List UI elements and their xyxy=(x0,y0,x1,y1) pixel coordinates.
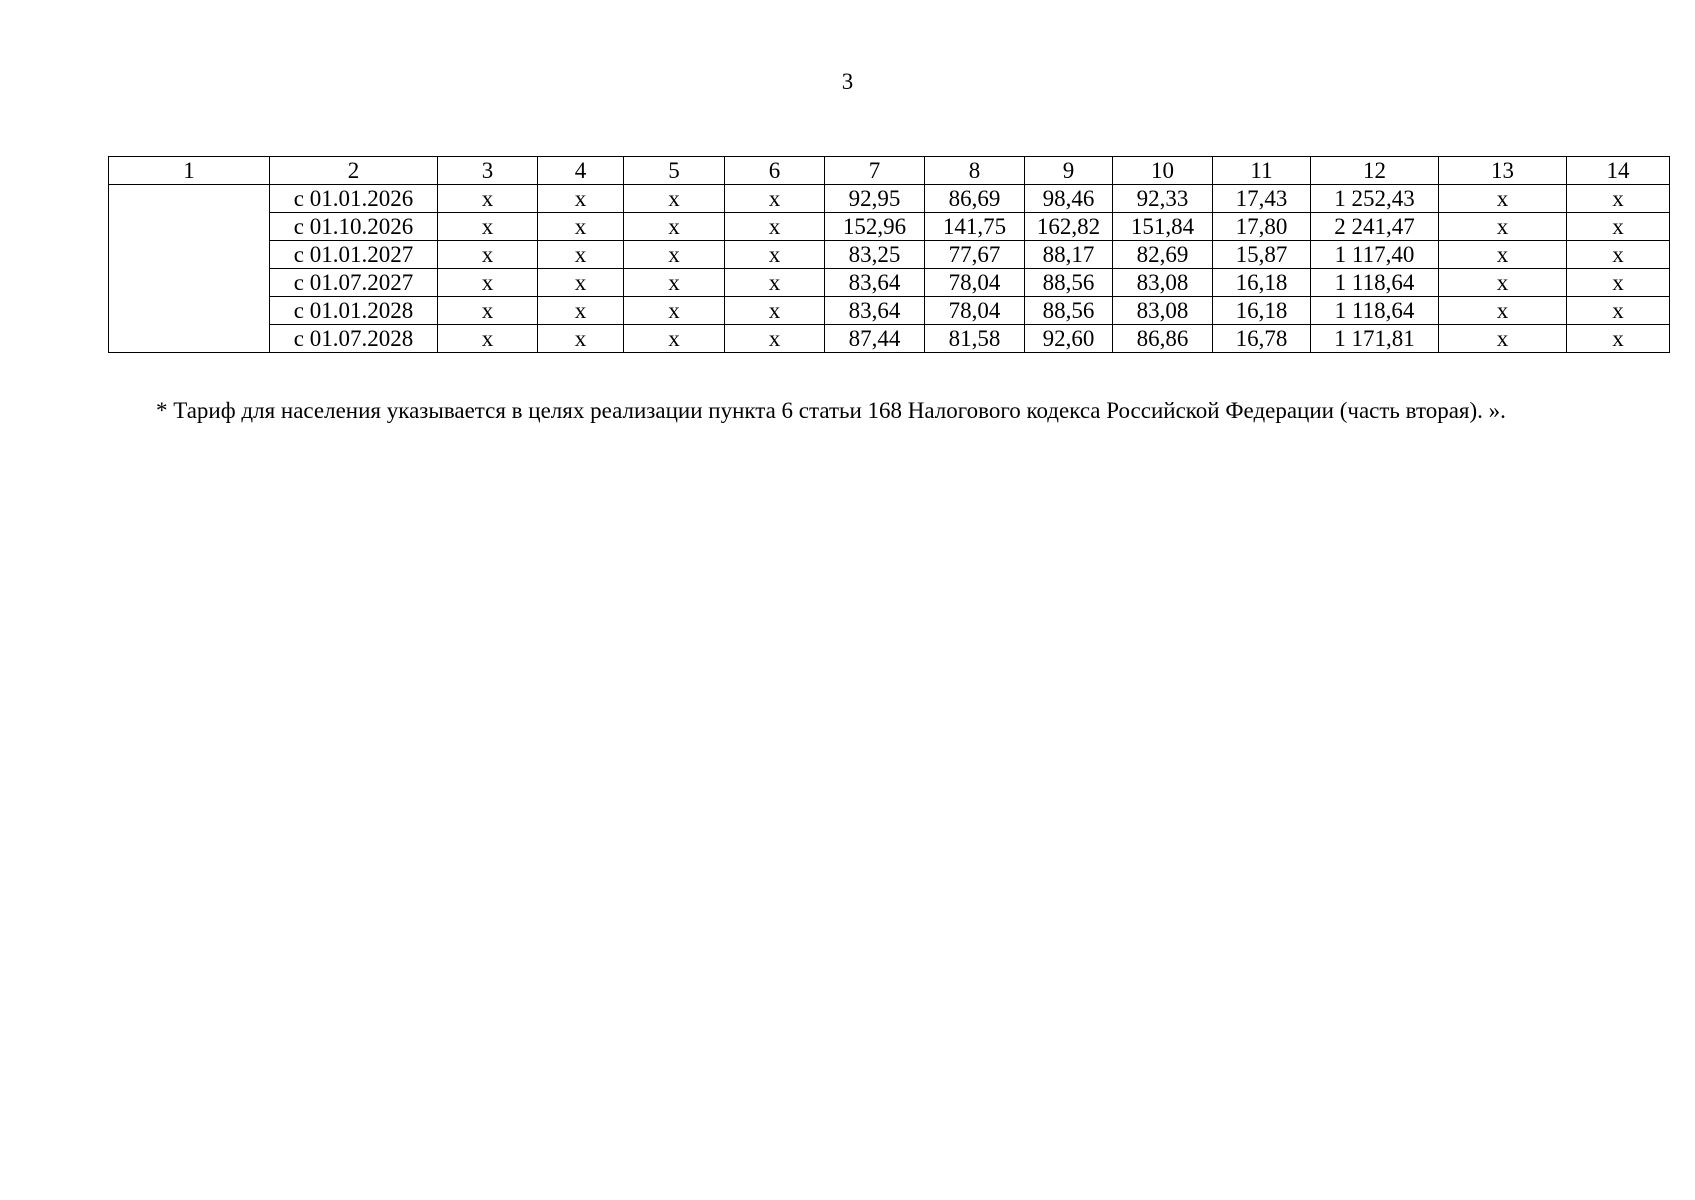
table-cell: 78,04 xyxy=(925,269,1025,297)
tariff-table xyxy=(108,156,1670,353)
column-number: 13 xyxy=(1439,157,1567,185)
period-cell: с 01.01.2026 xyxy=(270,185,438,213)
period-cell: с 01.07.2028 xyxy=(270,325,438,353)
column-number: 7 xyxy=(825,157,925,185)
table-cell: 92,33 xyxy=(1113,185,1213,213)
table-cell: 16,18 xyxy=(1213,297,1311,325)
table-cell: 17,43 xyxy=(1213,185,1311,213)
table-cell: 88,56 xyxy=(1025,269,1113,297)
period-cell: с 01.10.2026 xyxy=(270,213,438,241)
table-cell: 88,17 xyxy=(1025,241,1113,269)
table-cell: 152,96 xyxy=(825,213,925,241)
table-cell: x xyxy=(725,185,825,213)
table-cell: 1 118,64 xyxy=(1311,269,1439,297)
table-cell: x xyxy=(438,241,538,269)
table-cell: 83,64 xyxy=(825,269,925,297)
column-number: 11 xyxy=(1213,157,1311,185)
table-cell: 86,69 xyxy=(925,185,1025,213)
table-cell: 1 118,64 xyxy=(1311,297,1439,325)
table-cell: x xyxy=(1567,269,1670,297)
table-cell: 16,18 xyxy=(1213,269,1311,297)
table-cell: x xyxy=(725,297,825,325)
table-cell: 83,64 xyxy=(825,297,925,325)
table-cell: 83,25 xyxy=(825,241,925,269)
table-cell: 92,95 xyxy=(825,185,925,213)
table-cell: x xyxy=(1567,185,1670,213)
table-cell: 86,86 xyxy=(1113,325,1213,353)
table-cell: x xyxy=(438,297,538,325)
column-number: 12 xyxy=(1311,157,1439,185)
table-cell: 17,80 xyxy=(1213,213,1311,241)
page-number: 3 xyxy=(841,69,854,94)
table-cell: x xyxy=(725,325,825,353)
column-number: 2 xyxy=(270,157,438,185)
table-cell: 82,69 xyxy=(1113,241,1213,269)
period-cell: с 01.01.2028 xyxy=(270,297,438,325)
table-cell: 162,82 xyxy=(1025,213,1113,241)
column-number: 5 xyxy=(624,157,725,185)
table-row xyxy=(109,269,1670,297)
column-number: 3 xyxy=(438,157,538,185)
table-cell: 98,46 xyxy=(1025,185,1113,213)
table-cell: 151,84 xyxy=(1113,213,1213,241)
table-cell: x xyxy=(1439,241,1567,269)
table-cell: x xyxy=(538,213,624,241)
table-cell: x xyxy=(1439,213,1567,241)
table-cell: 16,78 xyxy=(1213,325,1311,353)
column-number: 14 xyxy=(1567,157,1670,185)
table-cell: 92,60 xyxy=(1025,325,1113,353)
table-cell: x xyxy=(624,185,725,213)
table-cell: x xyxy=(1567,325,1670,353)
table-cell: 83,08 xyxy=(1113,269,1213,297)
table-row xyxy=(109,185,1670,213)
table-cell: x xyxy=(624,325,725,353)
footnote: * Тариф для населения указывается в целях реализации пункта 6 статьи 168 Налогового кодекса Российской Федерации (часть вторая). ». xyxy=(156,398,1506,423)
table-cell: 1 171,81 xyxy=(1311,325,1439,353)
table-cell: x xyxy=(538,185,624,213)
table-cell: 78,04 xyxy=(925,297,1025,325)
table-row xyxy=(109,297,1670,325)
table-cell: 1 252,43 xyxy=(1311,185,1439,213)
column-number: 1 xyxy=(109,157,270,185)
column-number: 9 xyxy=(1025,157,1113,185)
table-cell: x xyxy=(438,325,538,353)
table-cell: x xyxy=(725,269,825,297)
table-cell: 81,58 xyxy=(925,325,1025,353)
table-cell: x xyxy=(1439,185,1567,213)
table-row xyxy=(109,325,1670,353)
table-cell: x xyxy=(1439,269,1567,297)
table-cell: x xyxy=(438,213,538,241)
table-cell: x xyxy=(1567,241,1670,269)
column-number-row xyxy=(109,157,1670,185)
table-cell: x xyxy=(538,297,624,325)
table-cell: x xyxy=(624,297,725,325)
table-row xyxy=(109,241,1670,269)
table-cell: x xyxy=(725,241,825,269)
column-number: 6 xyxy=(725,157,825,185)
period-cell: с 01.01.2027 xyxy=(270,241,438,269)
table-cell: 77,67 xyxy=(925,241,1025,269)
table-cell: x xyxy=(624,241,725,269)
table-cell: x xyxy=(1567,297,1670,325)
column-number: 10 xyxy=(1113,157,1213,185)
table-cell: x xyxy=(624,269,725,297)
table-cell: 88,56 xyxy=(1025,297,1113,325)
table-cell: 15,87 xyxy=(1213,241,1311,269)
table-row xyxy=(109,213,1670,241)
table-cell: x xyxy=(438,269,538,297)
table-cell: x xyxy=(1439,297,1567,325)
table-cell: x xyxy=(538,241,624,269)
column-number: 4 xyxy=(538,157,624,185)
table-cell: 83,08 xyxy=(1113,297,1213,325)
table-cell: x xyxy=(1567,213,1670,241)
table-cell: 1 117,40 xyxy=(1311,241,1439,269)
column-number: 8 xyxy=(925,157,1025,185)
table-cell: x xyxy=(1439,325,1567,353)
table-cell: x xyxy=(624,213,725,241)
table-cell: 2 241,47 xyxy=(1311,213,1439,241)
period-cell: с 01.07.2027 xyxy=(270,269,438,297)
table-cell: x xyxy=(725,213,825,241)
table-cell: x xyxy=(538,325,624,353)
table-cell: x xyxy=(438,185,538,213)
table-cell: 141,75 xyxy=(925,213,1025,241)
table-cell: 87,44 xyxy=(825,325,925,353)
table-cell: x xyxy=(538,269,624,297)
merged-first-column-cell xyxy=(109,185,270,353)
